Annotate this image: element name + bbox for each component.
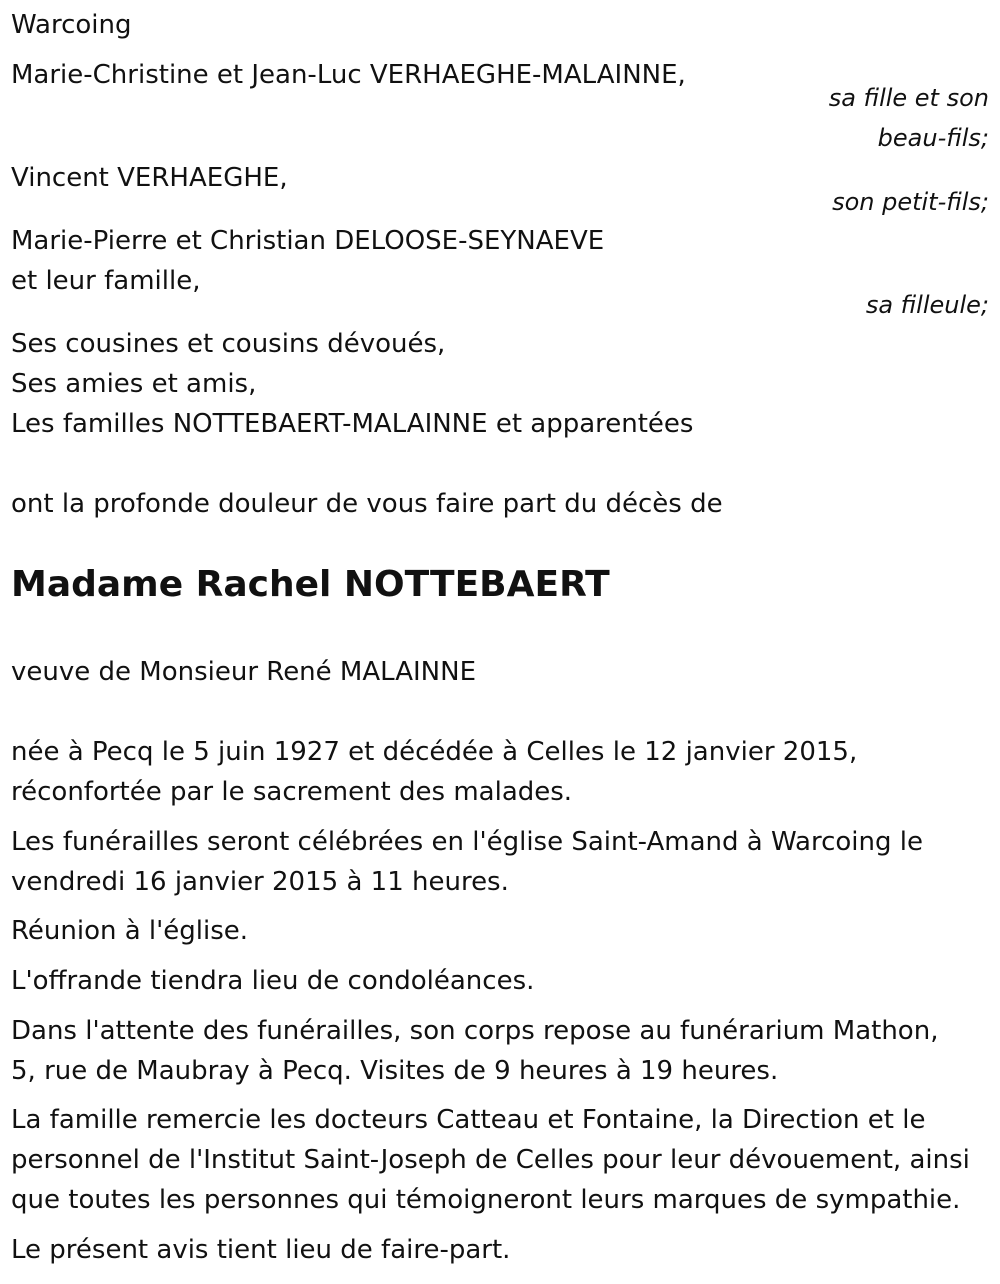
relation-label: sa fille et son [828, 84, 989, 112]
others-line: Ses cousines et cousins dévoués, [11, 329, 446, 359]
paragraph-line: personnel de l'Institut Saint-Joseph de Celles pour leur dévouement, ainsi [11, 1145, 970, 1175]
others-line: Ses amies et amis, [11, 369, 257, 399]
family-member-line: et leur famille, [11, 266, 201, 296]
others-line: Les familles NOTTEBAERT-MALAINNE et apparentées [11, 409, 694, 439]
paragraph-line: Réunion à l'église. [11, 916, 249, 946]
deceased-name: Madame Rachel NOTTEBAERT [11, 564, 610, 605]
paragraph-line: vendredi 16 janvier 2015 à 11 heures. [11, 867, 509, 897]
family-member-line: Vincent VERHAEGHE, [11, 163, 288, 193]
relation-label: beau-fils; [877, 124, 989, 152]
place-line: Warcoing [11, 10, 132, 40]
paragraph-line: Dans l'attente des funérailles, son corps repose au funérarium Mathon, [11, 1016, 939, 1046]
paragraph-line: La famille remercie les docteurs Catteau et Fontaine, la Direction et le [11, 1105, 926, 1135]
paragraph-line: L'offrande tiendra lieu de condoléances. [11, 966, 535, 996]
family-member-line: Marie-Christine et Jean-Luc VERHAEGHE-MALAINNE, [11, 60, 686, 90]
paragraph-line: que toutes les personnes qui témoigneront leurs marques de sympathie. [11, 1185, 961, 1215]
paragraph-line: Les funérailles seront célébrées en l'église Saint-Amand à Warcoing le [11, 827, 923, 857]
paragraph-line: réconfortée par le sacrement des malades. [11, 777, 573, 807]
family-member-line: Marie-Pierre et Christian DELOOSE-SEYNAEVE [11, 226, 605, 256]
paragraph-line: née à Pecq le 5 juin 1927 et décédée à Celles le 12 janvier 2015, [11, 737, 858, 767]
paragraph-line: Le présent avis tient lieu de faire-part. [11, 1235, 511, 1265]
announcement-line: ont la profonde douleur de vous faire part du décès de [11, 489, 723, 519]
widow-line: veuve de Monsieur René MALAINNE [11, 657, 477, 687]
relation-label: son petit-fils; [832, 188, 989, 216]
paragraph-line: 5, rue de Maubray à Pecq. Visites de 9 heures à 19 heures. [11, 1056, 779, 1086]
relation-label: sa filleule; [865, 291, 989, 319]
